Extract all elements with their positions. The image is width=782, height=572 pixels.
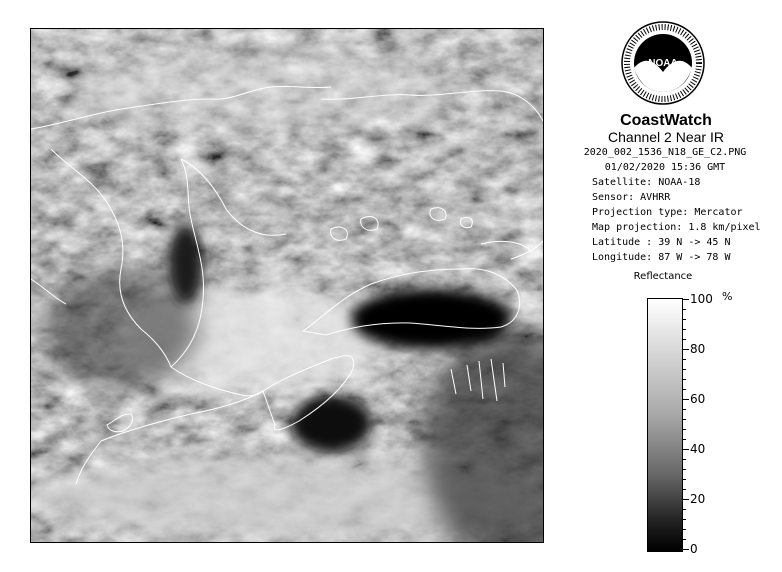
longitude: Longitude: 87 W -> 78 W (592, 252, 731, 263)
noaa-logo-icon (620, 20, 706, 106)
info-panel (560, 112, 770, 265)
colorbar-major-tick (682, 399, 689, 400)
filename: 2020_002_1536_N18_GE_C2.PNG (583, 147, 747, 158)
colorbar-minor-tick (682, 339, 686, 340)
colorbar-major-tick (682, 299, 689, 300)
latitude: Latitude : 39 N -> 45 N (592, 237, 731, 248)
satellite-map (30, 28, 544, 543)
sensor: Sensor: AVHRR (592, 192, 671, 203)
colorbar-minor-tick (682, 519, 686, 520)
colorbar-tick-label: 0 (690, 542, 698, 556)
colorbar-tick-label: 20 (690, 492, 706, 506)
colorbar-major-tick (682, 349, 689, 350)
colorbar-label: Reflectance (633, 271, 693, 282)
colorbar-minor-tick (682, 529, 686, 530)
colorbar-minor-tick (682, 429, 686, 430)
satellite-image (31, 29, 543, 542)
colorbar-minor-tick (682, 309, 686, 310)
datetime: 01/02/2020 15:36 GMT (604, 162, 726, 173)
colorbar (647, 298, 683, 552)
colorbar-tick-label: 80 (690, 342, 706, 356)
colorbar-minor-tick (682, 469, 686, 470)
colorbar-minor-tick (682, 379, 686, 380)
colorbar-tick-label: 100 (690, 292, 713, 306)
brand-subtitle: Channel 2 Near IR (608, 129, 724, 145)
colorbar-minor-tick (682, 439, 686, 440)
metadata-block (560, 145, 770, 265)
colorbar-minor-tick (682, 409, 686, 410)
satellite: Satellite: NOAA-18 (592, 177, 701, 188)
colorbar-minor-tick (682, 539, 686, 540)
colorbar-tick-label: 60 (690, 392, 706, 406)
colorbar-tick-label: 40 (690, 442, 706, 456)
colorbar-major-tick (682, 549, 689, 550)
colorbar-minor-tick (682, 389, 686, 390)
logo-wordmark: NOAA (648, 58, 678, 69)
colorbar-major-tick (682, 499, 689, 500)
colorbar-minor-tick (682, 509, 686, 510)
colorbar-minor-tick (682, 369, 686, 370)
map-projection: Map projection: 1.8 km/pixel (592, 222, 761, 233)
brand-title: CoastWatch (620, 112, 712, 129)
colorbar-minor-tick (682, 319, 686, 320)
colorbar-minor-tick (682, 419, 686, 420)
noaa-logo (620, 20, 706, 106)
projection-type: Projection type: Mercator (592, 207, 743, 218)
colorbar-unit: % (722, 290, 733, 303)
colorbar-minor-tick (682, 359, 686, 360)
colorbar-minor-tick (682, 459, 686, 460)
colorbar-minor-tick (682, 479, 686, 480)
colorbar-minor-tick (682, 489, 686, 490)
colorbar-major-tick (682, 449, 689, 450)
colorbar-minor-tick (682, 329, 686, 330)
